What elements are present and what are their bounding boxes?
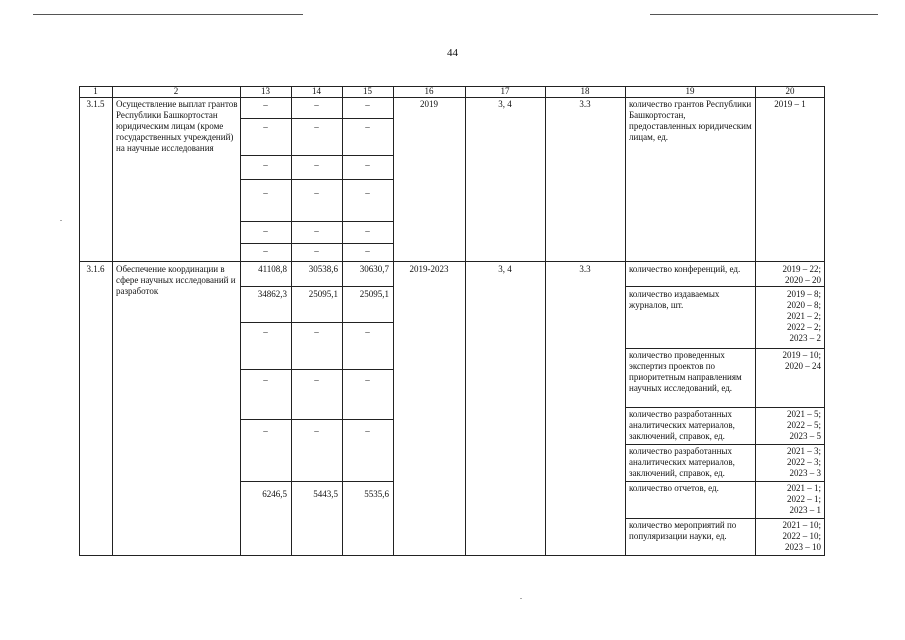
dash: – [365,426,370,436]
col-line [755,86,756,556]
subrow-line [240,155,393,156]
indicator-text: количество мероприятий по популяризации науки, ед. [629,520,737,541]
row-line [79,261,825,262]
fin-value: 5443,5 [313,489,338,499]
fin-value: 5535,6 [364,489,389,499]
table-border-right [824,86,825,556]
indicator-line [625,481,825,482]
table-border-left [79,86,80,556]
dash: – [263,160,268,170]
subrow-line [240,322,393,323]
fin-value: 25095,1 [308,289,338,299]
row-number: 3.1.5 [86,99,105,109]
dash: – [263,246,268,256]
indicator-target: 2021 – 1; 2022 – 1; 2023 – 1 [786,483,821,515]
header-cell: 1 [93,86,98,96]
col-line [545,86,546,556]
dash: – [365,375,370,385]
indicator-text: количество проведенных экспертиз проектов по приоритетным направлениям научных исследований, ед. [629,350,742,393]
dash: – [365,160,370,170]
dash: – [314,375,319,385]
indicator-line [625,348,825,349]
subrow-line [240,481,393,482]
task-cell: 3, 4 [498,264,512,274]
task-cell: 3, 4 [498,99,512,109]
scan-top-line [33,14,303,15]
indicator-text: количество отчетов, ед. [629,483,719,493]
subrow-line [240,179,393,180]
indicator-text: количество издаваемых журналов, шт. [629,289,720,310]
header-cell: 16 [424,86,434,96]
dash: – [263,226,268,236]
col-line [291,86,292,556]
subrow-line [240,118,393,119]
dash: – [314,100,319,110]
fin-value: 25095,1 [359,289,389,299]
dash: – [365,226,370,236]
indicator-target: 2019 – 10; 2020 – 24 [782,350,821,371]
goal-cell: 3.3 [579,99,591,109]
subrow-line [240,369,393,370]
page-number: 44 [447,47,458,59]
dash: – [314,160,319,170]
measure-name: Осуществление выплат грантов Республики Башкортостан юридическим лицам (кроме государственных учреждений) на научные исследования [116,99,238,153]
scan-top-line-right [650,14,878,15]
dash: – [365,246,370,256]
dash: – [314,122,319,132]
dash: – [314,327,319,337]
subrow-line [240,221,393,222]
fin-value: 41108,8 [258,264,287,274]
period-cell: 2019-2023 [409,264,449,274]
dash: – [263,375,268,385]
header-line [79,97,825,98]
measure-name: Обеспечение координации в сфере научных исследований и разработок [116,264,236,296]
fin-value: 30538,6 [308,264,338,274]
header-cell: 19 [685,86,695,96]
subrow-line [240,243,393,244]
col-line [240,86,241,556]
fin-value: 30630,7 [359,264,389,274]
col-line [112,86,113,556]
header-cell: 17 [500,86,510,96]
subrow-line [240,419,393,420]
dash: – [365,122,370,132]
dash: – [314,246,319,256]
dash: – [263,426,268,436]
scan-speck [60,220,62,221]
period-cell: 2019 [420,99,438,109]
indicator-target: 2021 – 5; 2022 – 5; 2023 – 5 [786,409,821,441]
subrow-line [240,286,393,287]
header-cell: 13 [261,86,270,96]
dash: – [365,327,370,337]
indicator-line [625,518,825,519]
indicator-target: 2019 – 8; 2020 – 8; 2021 – 2; 2022 – 2; 2023 – 2 [786,289,821,343]
indicator-target: 2019 – 22; 2020 – 20 [782,264,821,285]
col-line [625,86,626,556]
row-number: 3.1.6 [86,264,105,274]
col-line [465,86,466,556]
col-line [342,86,343,556]
dash: – [263,327,268,337]
col-line [393,86,394,556]
indicator-text: количество грантов Республики Башкортостан, предоставленных юридическим лицам, ед. [629,99,752,142]
indicator-text: количество разработанных аналитических материалов, заключений, справок, ед. [629,409,735,441]
document-table [79,86,825,556]
header-cell: 20 [785,86,795,96]
header-cell: 15 [363,86,372,96]
indicator-line [625,286,825,287]
dash: – [365,100,370,110]
dash: – [314,426,319,436]
dash: – [263,188,268,198]
dash: – [263,122,268,132]
header-cell: 14 [312,86,321,96]
indicator-target: 2021 – 3; 2022 – 3; 2023 – 3 [786,446,821,478]
scan-speck [520,598,522,599]
indicator-text: количество конференций, ед. [629,264,741,274]
header-cell: 18 [580,86,590,96]
dash: – [314,226,319,236]
indicator-line [625,444,825,445]
fin-value: 34862,3 [257,289,287,299]
header-cell: 2 [173,86,179,96]
indicator-line [625,407,825,408]
indicator-text: количество разработанных аналитических материалов, заключений, справок, ед. [629,446,735,478]
dash: – [263,100,268,110]
indicator-target: 2019 – 1 [774,99,806,109]
goal-cell: 3.3 [579,264,591,274]
fin-value: 6246,5 [262,489,287,499]
table-border-bottom [79,555,825,556]
dash: – [365,188,370,198]
dash: – [314,188,319,198]
indicator-target: 2021 – 10; 2022 – 10; 2023 – 10 [782,520,821,552]
